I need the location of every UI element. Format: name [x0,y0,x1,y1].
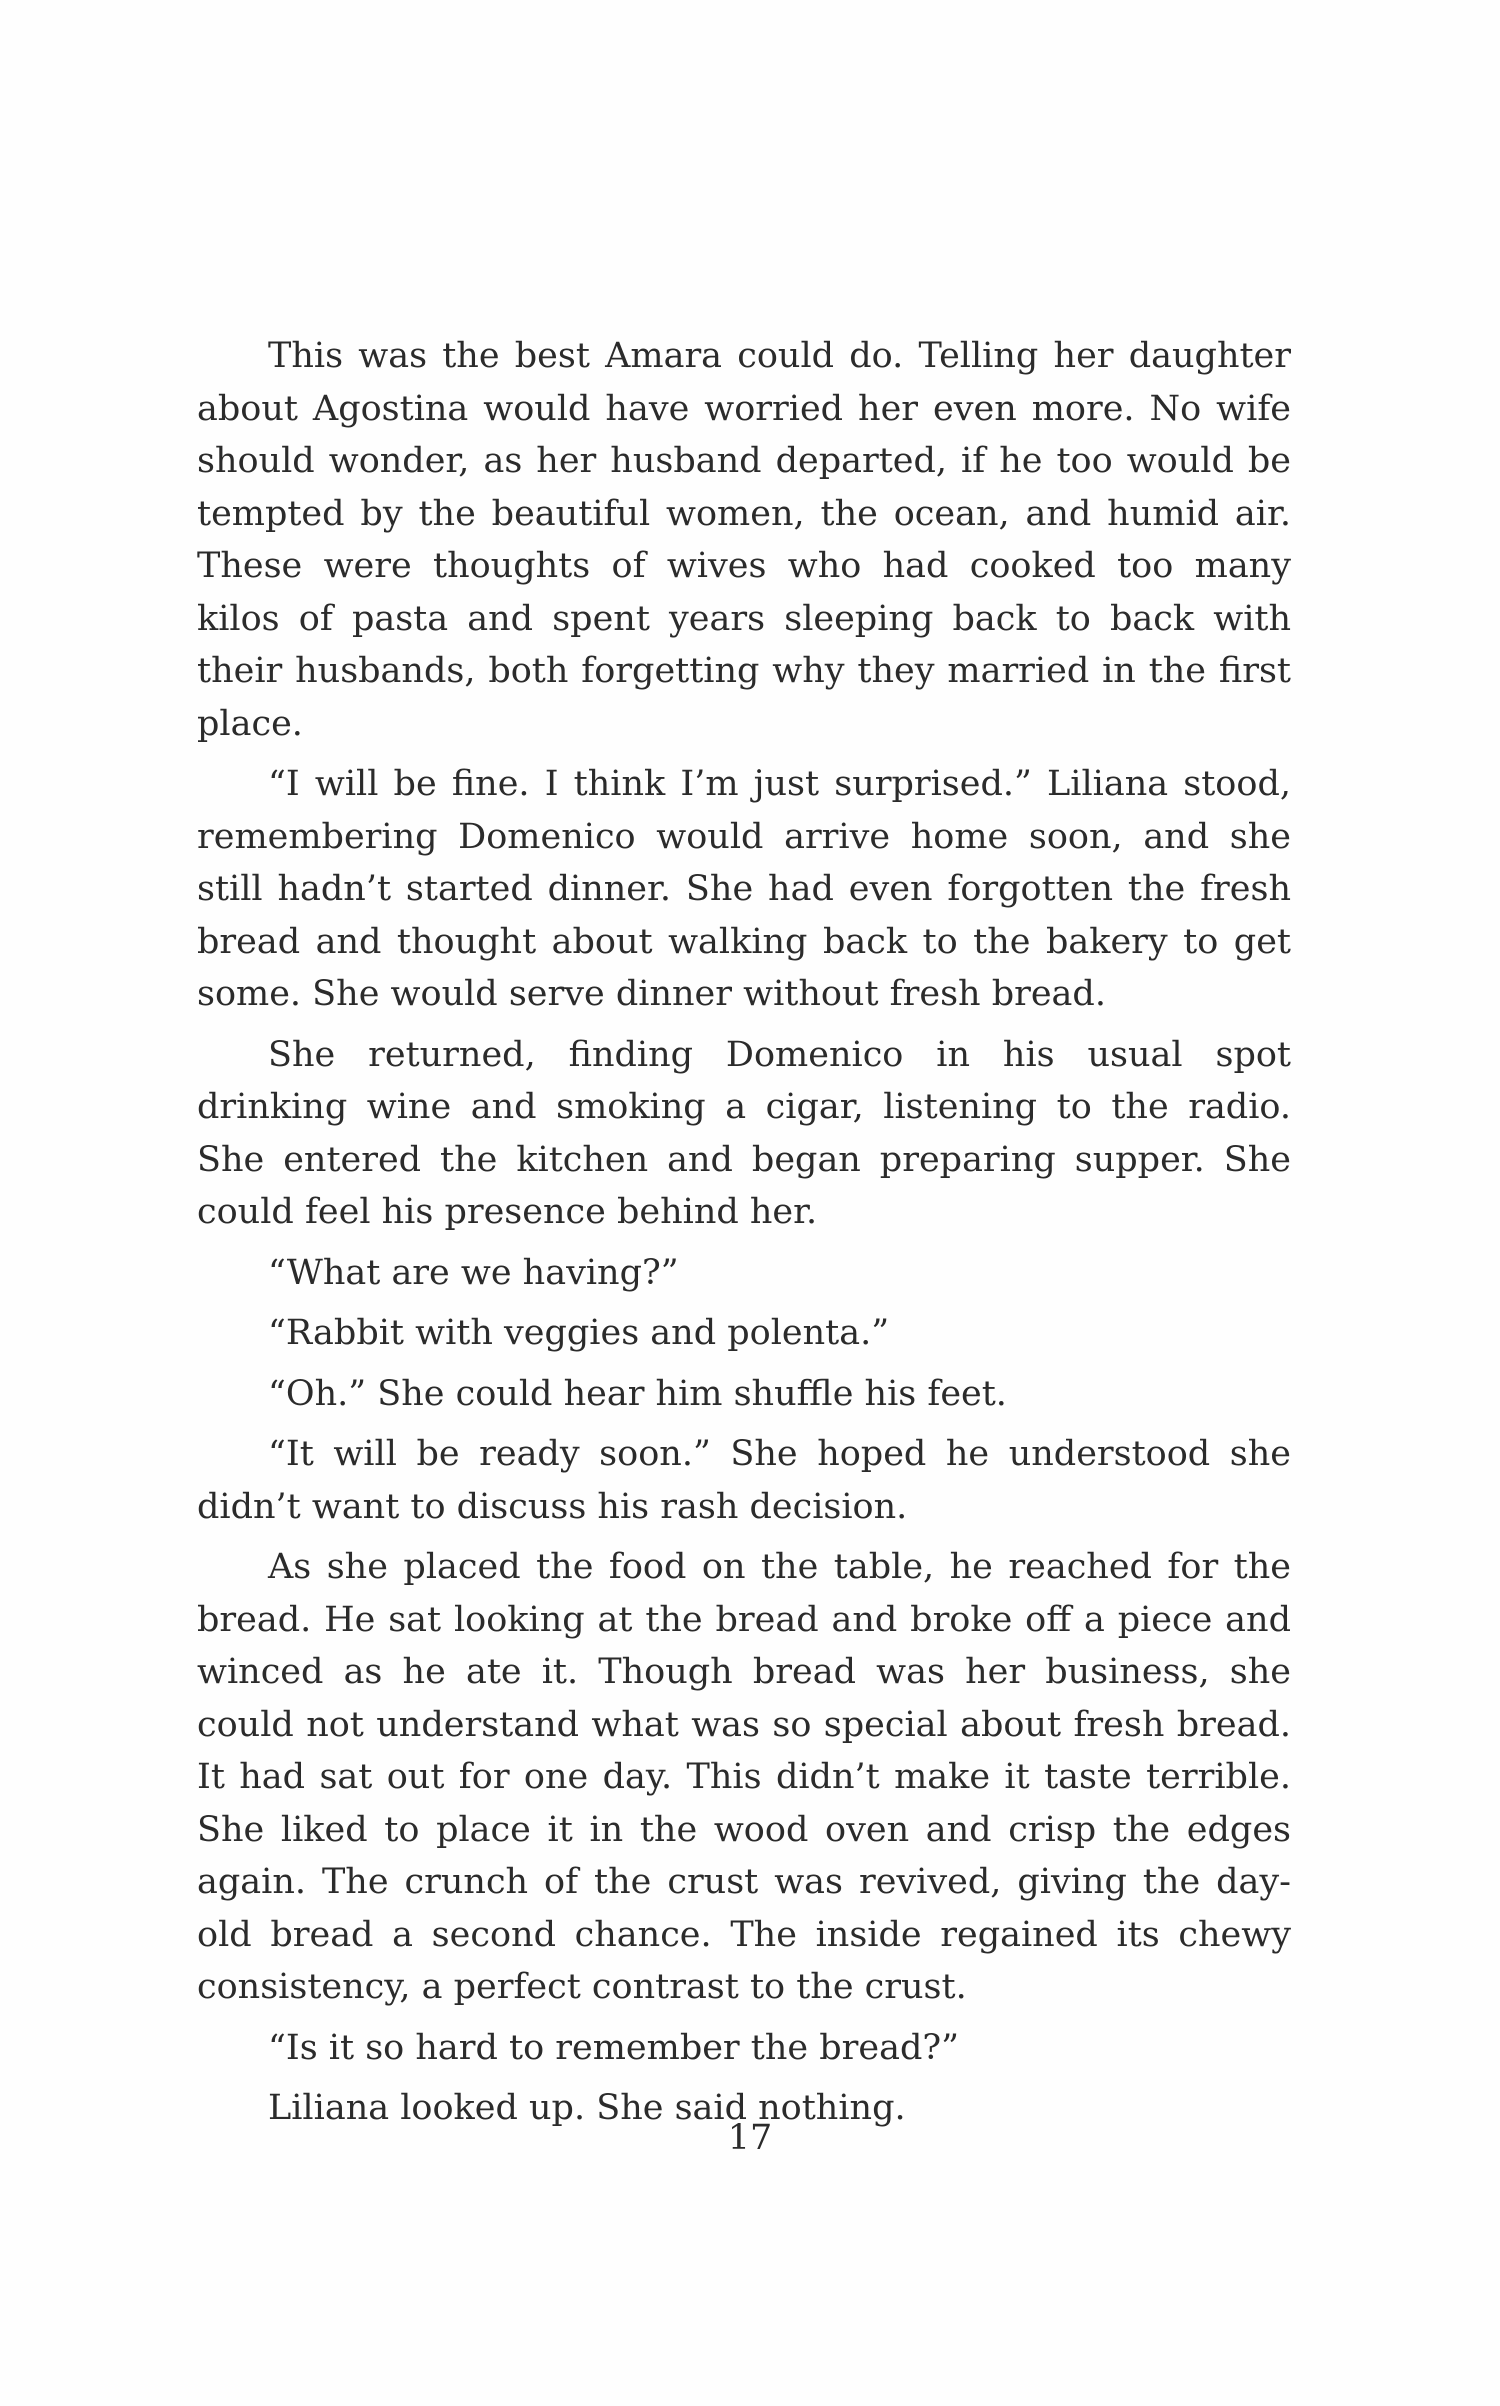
page-number: 17 [727,2118,773,2158]
paragraph: “Oh.” She could hear him shuffle his feet. [268,1373,1007,1414]
paragraph: “Rabbit with veggies and polenta.” [268,1313,890,1353]
paragraph: “What are we having?” [268,1252,679,1293]
paragraph: This was the best Amara could do. Telling her daughter about Agostina would have worried her even more. No wife should wonder, as her husband departed, if he too would be tempted by the beautiful women, the ocean, and humid air. These were thoughts of wives who had cooked too many kilos of pasta and spent years sleeping back to back with their husbands, both forgetting why they married in the first place. [197,336,1291,744]
paragraph: As she placed the food on the table, he reached for the bread. He sat looking at the bread and broke off a piece and winced as he ate it. Though bread was her business, she could not understand what was so special about fresh bread. It had sat out for one day. This didn’t make it taste terrible. She liked to place it in the wood oven and crisp the edges again. The crunch of the crust was revived, giving the day-old bread a second chance. The inside regained its chewy consistency, a perfect contrast to the crust. [197,1547,1291,2007]
paragraph: Liliana looked up. She said nothing. [268,2088,906,2128]
paragraph: “Is it so hard to remember the bread?” [268,2027,960,2068]
paragraph: “It will be ready soon.” She hoped he understood she didn’t want to discuss his rash decision. [197,1434,1291,1527]
body-text [197,330,1291,2135]
paragraph: She returned, finding Domenico in his usual spot drinking wine and smoking a cigar, listening to the radio. She entered the kitchen and began preparing supper. She could feel his presence behind her. [197,1034,1291,1232]
paragraph: “I will be fine. I think I’m just surprised.” Liliana stood, remembering Domenico would arrive home soon, and she still hadn’t started dinner. She had even forgotten the fresh bread and thought about walking back to the bakery to get some. She would serve dinner without fresh bread. [197,764,1291,1014]
